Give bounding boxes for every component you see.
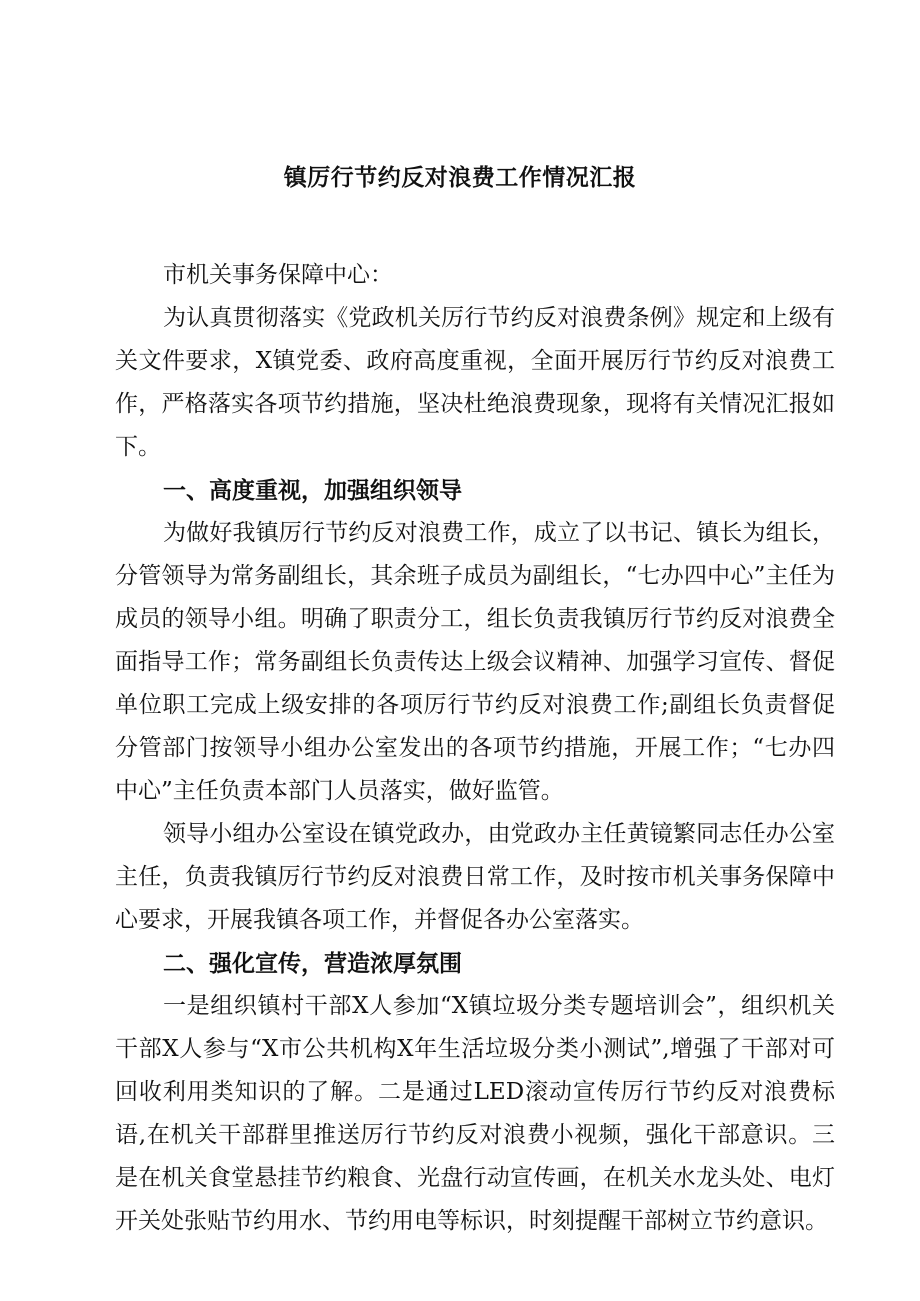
document-body xyxy=(115,254,835,1243)
section2-paragraph-1: 一是组织镇村干部X人参加“X镇垃圾分类专题培训会”，组织机关干部X人参与“X市公共机构X年生活垃圾分类小测试”,增强了干部对可回收利用类知识的了解。二是通过LED滚动宣传厉行节约反对浪费标语,在机关干部群里推送厉行节约反对浪费小视频，强化干部意识。三是在机关食堂悬挂节约粮食、光盘行动宣传画，在机关水龙头处、电灯开关处张贴节约用水、节约用电等标识，时刻提醒干部树立节约意识。 xyxy=(115,993,835,1234)
salutation: 市机关事务保障中心： xyxy=(163,262,393,288)
section1-paragraph-2: 领导小组办公室设在镇党政办，由党政办主任黄镜繁同志任办公室主任，负责我镇厉行节约反对浪费日常工作，及时按市机关事务保障中心要求，开展我镇各项工作，并督促各办公室落实。 xyxy=(115,821,835,933)
document-title: 镇厉行节约反对浪费工作情况汇报 xyxy=(283,164,637,191)
section1-heading: 一、高度重视，加强组织领导 xyxy=(163,477,462,504)
intro-paragraph: 为认真贯彻落实《党政机关厉行节约反对浪费条例》规定和上级有关文件要求，X镇党委、政府高度重视，全面开展厉行节约反对浪费工作，严格落实各项节约措施，坚决杜绝浪费现象，现将有关情况汇报如下。 xyxy=(115,305,835,460)
section2-heading: 二、强化宣传，营造浓厚氛围 xyxy=(163,950,462,977)
section1-paragraph-1: 为做好我镇厉行节约反对浪费工作，成立了以书记、镇长为组长，分管领导为常务副组长，其余班子成员为副组长，“七办四中心”主任为成员的领导小组。明确了职责分工，组长负责我镇厉行节约反对浪费全面指导工作；常务副组长负责传达上级会议精神、加强学习宣传、督促单位职工完成上级安排的各项厉行节约反对浪费工作;副组长负责督促分管部门按领导小组办公室发出的各项节约措施，开展工作；“七办四中心”主任负责本部门人员落实，做好监管。 xyxy=(115,520,835,804)
